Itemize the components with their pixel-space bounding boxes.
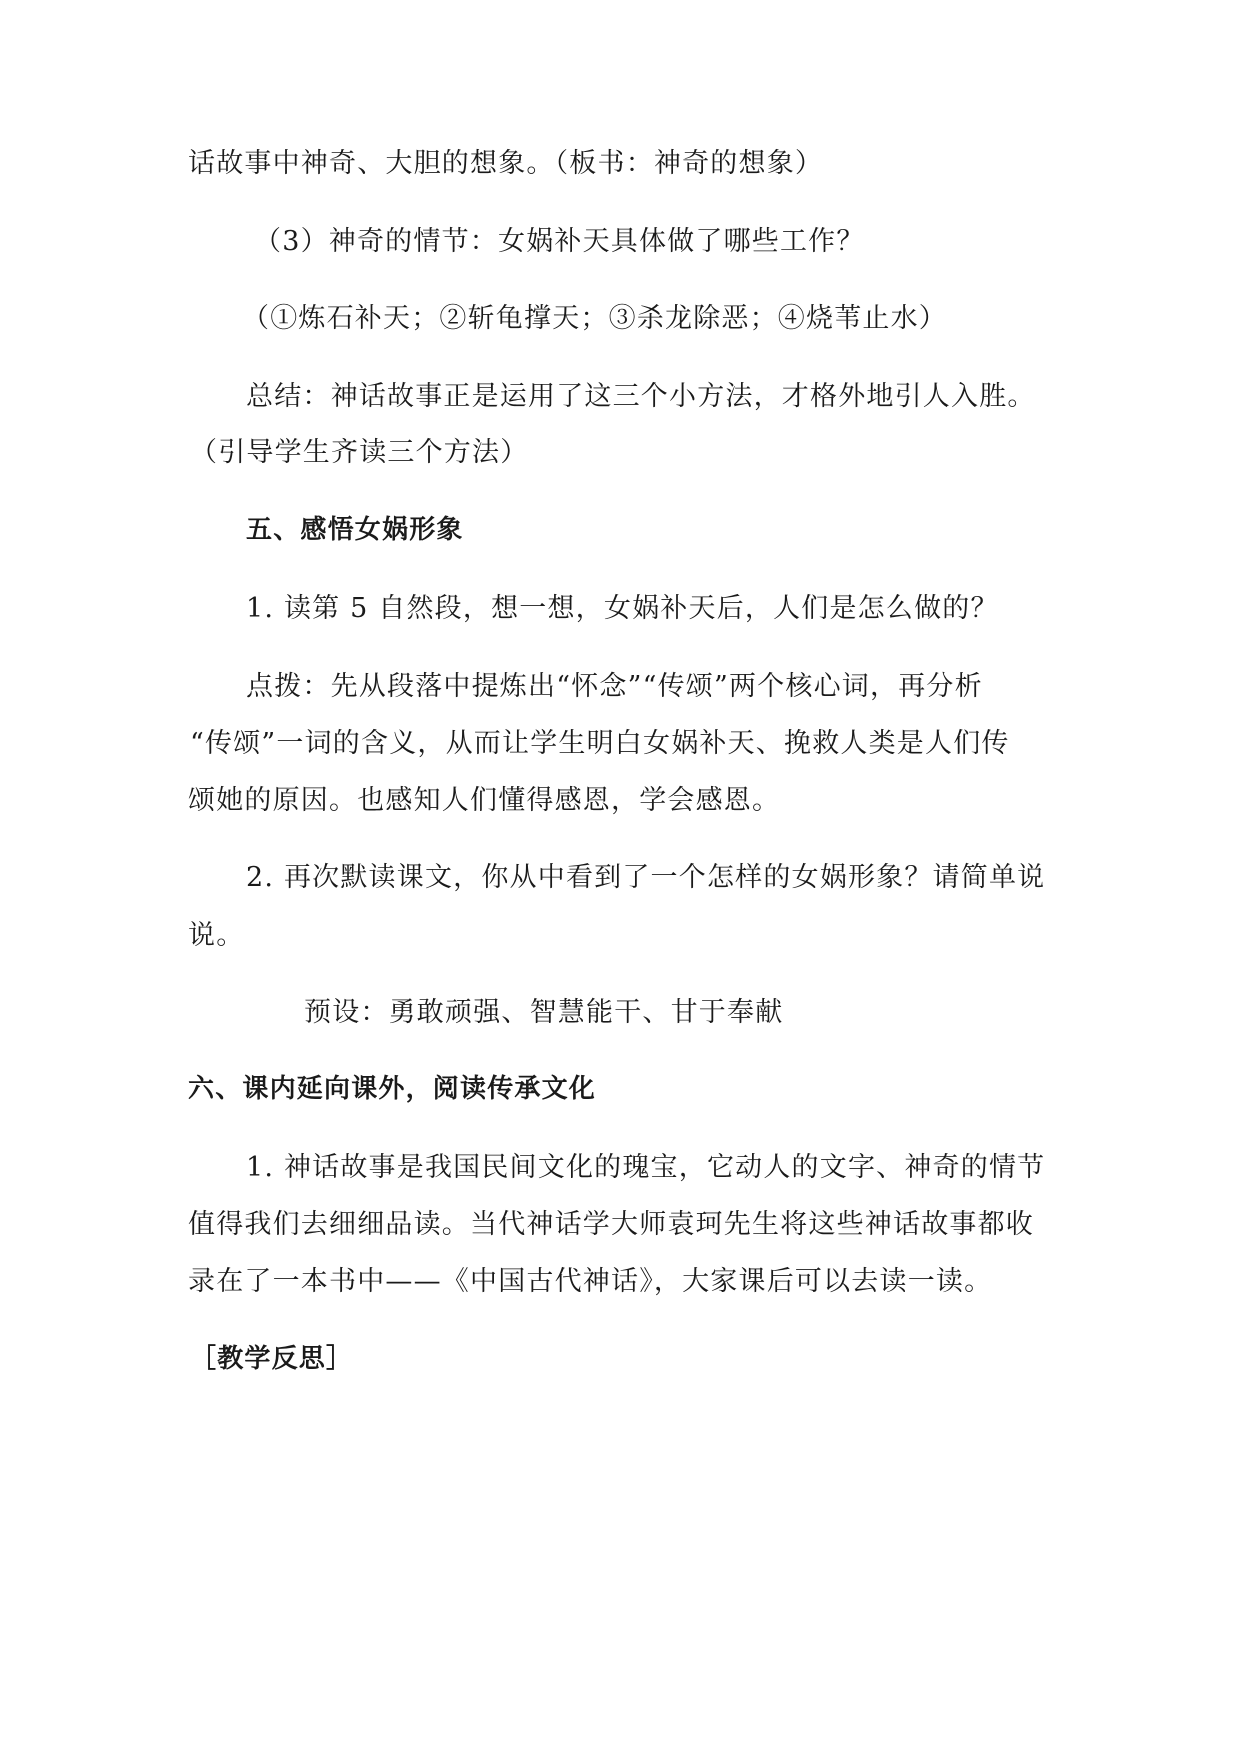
paragraph-line: （①炼石补天；②斩龟撑天；③杀龙除恶；④烧苇止水） xyxy=(242,303,947,334)
paragraph-line: 2. 再次默读课文，你从中看到了一个怎样的女娲形象？请简单说 xyxy=(246,862,1046,893)
section-heading: 六、课内延向课外，阅读传承文化 xyxy=(188,1074,597,1104)
paragraph-line: 1. 读第 5 自然段，想一想，女娲补天后，人们是怎么做的？ xyxy=(246,593,999,624)
paragraph-line: 说。 xyxy=(188,920,245,951)
section-heading: ［教学反思］ xyxy=(190,1344,354,1374)
paragraph-line: 总结：神话故事正是运用了这三个小方法，才格外地引人入胜。 xyxy=(246,381,1036,412)
section-heading: 五、感悟女娲形象 xyxy=(246,515,464,545)
paragraph-line: 录在了一本书中——《中国古代神话》，大家课后可以去读一读。 xyxy=(188,1266,993,1297)
paragraph-line: （3）神奇的情节：女娲补天具体做了哪些工作？ xyxy=(254,226,865,257)
paragraph-line: 点拨：先从段落中提炼出“怀念”“传颂”两个核心词，再分析 xyxy=(246,671,983,702)
paragraph-line: 颂她的原因。也感知人们懂得感恩，学会感恩。 xyxy=(188,785,781,816)
paragraph-line: 话故事中神奇、大胆的想象。（板书：神奇的想象） xyxy=(188,148,824,179)
paragraph-line: 预设：勇敢顽强、智慧能干、甘于奉献 xyxy=(304,997,784,1028)
paragraph-line: （引导学生齐读三个方法） xyxy=(190,437,529,468)
paragraph-line: 1. 神话故事是我国民间文化的瑰宝，它动人的文字、神奇的情节 xyxy=(246,1152,1046,1183)
paragraph-line: “传颂”一词的含义，从而让学生明白女娲补天、挽救人类是人们传 xyxy=(190,728,1010,759)
paragraph-line: 值得我们去细细品读。当代神话学大师袁珂先生将这些神话故事都收 xyxy=(188,1209,1034,1240)
